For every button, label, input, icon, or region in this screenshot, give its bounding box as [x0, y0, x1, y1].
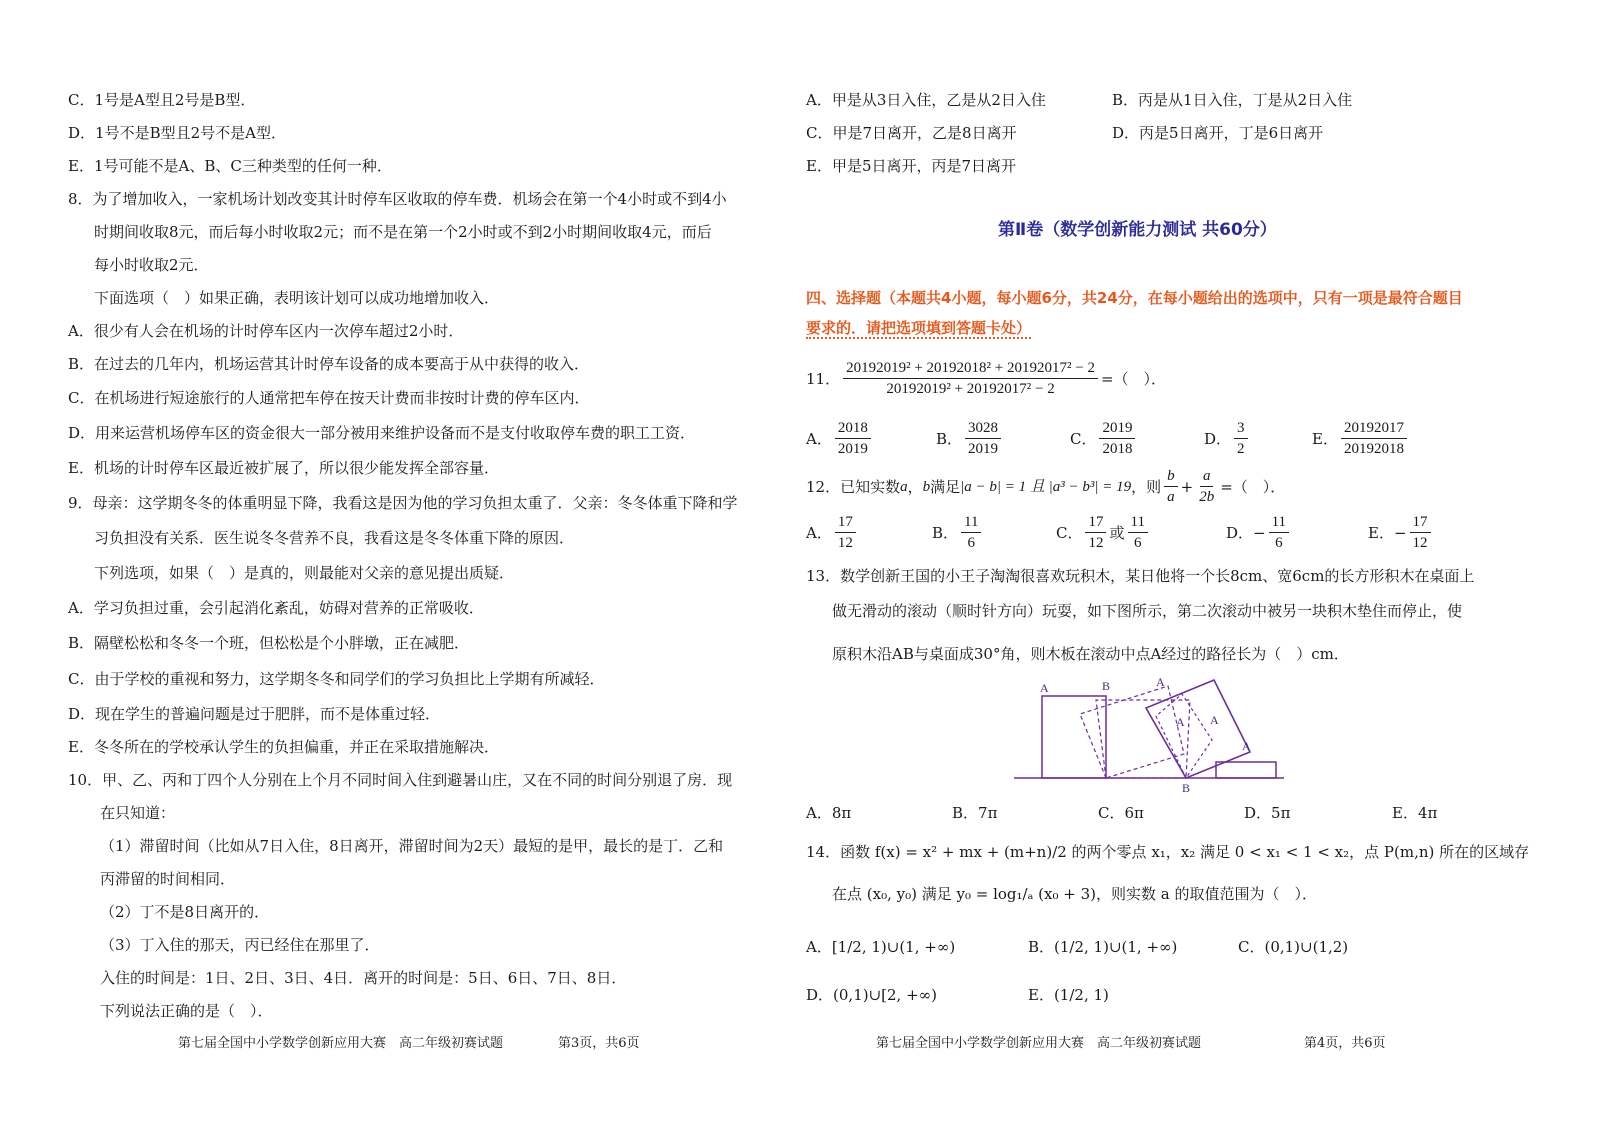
label-a-1: A — [1040, 681, 1049, 695]
q10-option-a: A．甲是从3日入住，乙是从2日入住 — [806, 91, 1046, 109]
q12-f1-num: b — [1164, 466, 1178, 487]
q12-tail: =（ ）． — [1220, 477, 1286, 496]
q12-option-c-letter: C． — [1056, 524, 1083, 542]
q11-option-b — [936, 418, 1004, 459]
q11-label: 11． — [806, 369, 841, 388]
q10-cond-2: （2）丁不是8日离开的． — [100, 903, 270, 921]
q8-line-2: 时期间收取8元，而后每小时收取2元；而不是在第一个2小时或不到2小时期间收取4元，而后 — [94, 223, 712, 241]
q11-option-e — [1312, 418, 1410, 459]
q12-option-c-or: 或 — [1109, 524, 1125, 542]
q9-line-1: 9．母亲：这学期冬冬的体重明显下降，我看这是因为他的学习负担太重了．父亲：冬冬体重下降和学 — [68, 494, 738, 512]
q14-option-c: C．(0,1)∪(1,2) — [1238, 938, 1349, 956]
q12-option-c — [1056, 512, 1151, 553]
q11-option-a — [806, 418, 874, 459]
q11-option-d-den: 2 — [1237, 441, 1245, 457]
q9-option-c: C．由于学校的重视和努力，这学期冬冬和同学们的学习负担比上学期有所减轻． — [68, 670, 605, 688]
label-b-1: B — [1102, 679, 1111, 693]
q14-line-1: 14．函数 f(x) = x² + mx + (m+n)/2 的两个零点 x₁，x₂ 满足 0 < x₁ < 1 < x₂，点 P(m,n) 所在的区域存 — [806, 843, 1530, 861]
q10-line-2: 在只知道： — [100, 804, 176, 822]
q12-option-e-den: 12 — [1412, 535, 1428, 551]
q11-option-b-den: 2019 — [968, 441, 999, 457]
q8-option-a: A．很少有人会在机场的计时停车区内一次停车超过2小时． — [68, 322, 464, 340]
q13-option-e: E．4π — [1392, 804, 1438, 822]
q12-option-e-num: 17 — [1410, 512, 1431, 533]
q12-option-b-letter: B． — [932, 524, 959, 542]
q11-option-d-letter: D． — [1204, 430, 1232, 448]
q12-option-a — [806, 512, 859, 553]
q13-option-d: D．5π — [1244, 804, 1291, 822]
q12-option-d-letter: D． — [1226, 524, 1254, 542]
section-head-2-text: 要求的．请把选项填到答题卡处） — [806, 319, 1032, 337]
label-a-4: A — [1210, 713, 1219, 727]
q11-option-a-num: 2018 — [835, 418, 871, 439]
q14-option-a: A．[1/2, 1)∪(1, +∞) — [806, 938, 956, 956]
q11-option-e-letter: E． — [1312, 430, 1338, 448]
q7-option-e: E．1号可能不是A、B、C三种类型的任何一种． — [68, 157, 392, 175]
q12-option-e — [1368, 512, 1434, 553]
q9-option-b: B．隔壁松松和冬冬一个班，但松松是个小胖墩，正在减肥． — [68, 634, 470, 652]
q12-var-a: a — [900, 478, 908, 495]
right-footer-page: 第4页，共6页 — [1304, 1036, 1386, 1051]
q13-option-a: A．8π — [806, 804, 852, 822]
q12-option-d-num: 11 — [1269, 512, 1289, 533]
q10-option-b: B．丙是从1日入住，丁是从2日入住 — [1112, 91, 1353, 109]
q10-option-e: E．甲是5日离开，丙是7日离开 — [806, 157, 1017, 175]
q11-denominator: 20192019² + 20192017² − 2 — [886, 381, 1055, 397]
q9-line-2: 习负担没有关系．医生说冬冬营养不良，我看这是冬冬体重下降的原因． — [94, 529, 575, 547]
q12-option-c-num2: 11 — [1128, 512, 1148, 533]
q10-prompt: 下列说法正确的是（ ）． — [100, 1002, 273, 1020]
q8-option-e: E．机场的计时停车区最近被扩展了，所以很少能发挥全部容量． — [68, 459, 499, 477]
q10-times: 入住的时间是：1日、2日、3日、4日．离开的时间是：5日、6日、7日、8日． — [100, 969, 627, 987]
q10-cond-1a: （1）滞留时间（比如从7日入住，8日离开，滞留时间为2天）最短的是甲，最长的是丁．乙和 — [100, 837, 724, 855]
q9-prompt: 下列选项，如果（ ）是真的，则最能对父亲的意见提出质疑． — [94, 564, 515, 582]
q8-option-c: C．在机场进行短途旅行的人通常把车停在按天计费而非按时计费的停车区内． — [68, 389, 590, 407]
q12-text-b: 满足 — [930, 477, 961, 496]
q7-option-c: C．1号是A型且2号是B型． — [68, 91, 256, 109]
q12-plus: + — [1180, 477, 1194, 496]
q9-option-d: D．现在学生的普遍问题是过于肥胖，而不是体重过轻． — [68, 705, 441, 723]
q12-text-a: 12．已知实数 — [806, 477, 901, 496]
q11-option-c-num: 2019 — [1099, 418, 1135, 439]
q10-option-d: D．丙是5日离开，丁是6日离开 — [1112, 124, 1324, 142]
q10-line-1: 10．甲、乙、丙和丁四个人分别在上个月不同时间入住到避暑山庄，又在不同的时间分别退了房．现 — [68, 771, 733, 789]
q11-numerator: 20192019² + 20192018² + 20192017² − 2 — [843, 358, 1098, 379]
q11-option-b-letter: B． — [936, 430, 963, 448]
q12-option-c-num: 17 — [1085, 512, 1106, 533]
q12-option-e-sign: − — [1393, 523, 1407, 542]
q11-option-e-num: 20192017 — [1341, 418, 1407, 439]
q11-option-a-letter: A． — [806, 430, 832, 448]
q10-cond-3: （3）丁入住的那天，丙已经住在那里了． — [100, 936, 380, 954]
q13-option-b: B．7π — [952, 804, 998, 822]
q11-option-b-num: 3028 — [965, 418, 1001, 439]
support-block — [1216, 762, 1276, 778]
q13-option-c: C．6π — [1098, 804, 1144, 822]
q12-option-a-den: 12 — [837, 535, 853, 551]
q8-prompt: 下面选项（ ）如果正确，表明该计划可以成功地增加收入． — [94, 289, 500, 307]
q12-option-e-letter: E． — [1368, 524, 1394, 542]
q12-option-a-num: 17 — [835, 512, 856, 533]
q12-option-c-den2: 6 — [1133, 535, 1142, 551]
q12-option-b-den: 6 — [967, 535, 975, 551]
label-a-3: A — [1176, 715, 1185, 729]
q12-option-d-sign: − — [1253, 523, 1266, 542]
q7-option-d: D．1号不是B型且2号不是A型． — [68, 124, 286, 142]
left-footer-page: 第3页，共6页 — [558, 1036, 640, 1051]
q8-line-1: 8．为了增加收入，一家机场计划改变其计时停车区收取的停车费．机场会在第一个4小时或不到4小 — [68, 190, 727, 208]
q11-option-d-num: 3 — [1234, 418, 1248, 439]
label-a-2: A — [1156, 675, 1165, 689]
q10-cond-1b: 丙滞留的时间相同． — [100, 870, 236, 888]
q12-option-d-den: 6 — [1275, 535, 1283, 551]
q12-condition: |a − b| = 1 且 |a³ − b³| = 19 — [960, 478, 1132, 495]
section-head-1: 四、选择题（本题共4小题，每小题6分，共24分，在每小题给出的选项中，只有一项是最符合题目 — [806, 289, 1463, 307]
left-footer-title: 第七届全国中小学数学创新应用大赛 高二年级初赛试题 — [178, 1036, 504, 1051]
q14-line-2: 在点 (x₀, y₀) 满足 y₀ = log₁/ₐ (x₀ + 3)，则实数 a 的取值范围为（ ）． — [832, 885, 1317, 903]
q13-line-3: 原积木沿AB与桌面成30°角，则木板在滚动中点A经过的路径长为（ ）cm． — [832, 645, 1349, 663]
q11-option-c-den: 2018 — [1102, 441, 1133, 457]
q14-option-d: D．(0,1)∪[2, +∞) — [806, 986, 938, 1004]
q12-f2-den: 2b — [1199, 489, 1215, 505]
rolling-block-figure — [1006, 674, 1306, 798]
q12-f2-num: a — [1200, 466, 1214, 487]
q8-option-b: B．在过去的几年内，机场运营其计时停车设备的成本要高于从中获得的收入． — [68, 355, 590, 373]
q12-option-d — [1226, 512, 1292, 553]
section-head-2 — [806, 318, 1031, 338]
section-title: 第Ⅱ卷（数学创新能力测试 共60分） — [998, 220, 1277, 240]
q11-option-c-letter: C． — [1070, 430, 1097, 448]
q11-tail: =（ ）． — [1100, 369, 1167, 388]
q9-option-e: E．冬冬所在的学校承认学生的负担偏重，并正在采取措施解决． — [68, 738, 499, 756]
block-final — [1146, 680, 1250, 778]
q12-option-a-letter: A． — [806, 524, 832, 542]
q13-line-2: 做无滑动的滚动（顺时针方向）玩耍，如下图所示，第二次滚动中被另一块积木垫住而停止，使 — [832, 602, 1463, 620]
block-rotating-3 — [1156, 694, 1212, 778]
q11-option-c — [1070, 418, 1138, 459]
q11-stem — [806, 358, 1166, 399]
right-footer-title: 第七届全国中小学数学创新应用大赛 高二年级初赛试题 — [876, 1036, 1202, 1051]
q11-option-a-den: 2019 — [837, 441, 868, 457]
q8-line-3: 每小时收取2元． — [94, 256, 209, 274]
q13-line-1: 13．数学创新王国的小王子淘淘很喜欢玩积木，某日他将一个长8cm、宽6cm的长方形积木在桌面上 — [806, 567, 1475, 585]
label-a-5: A — [1242, 739, 1251, 753]
label-b-2: B — [1182, 781, 1191, 795]
q12-option-b — [932, 512, 984, 553]
q14-option-b: B．(1/2, 1)∪(1, +∞) — [1028, 938, 1178, 956]
q12-stem: 12．已知实数 a ， b 满足 |a − b| = 1 且 |a³ − b³| = 19 ，则 $\frac{b}{a}$ + $\frac{a}{2b}$ =（ ）． — [806, 468, 1286, 505]
q12-var-b: b — [922, 478, 931, 495]
q14-option-e: E．(1/2, 1) — [1028, 986, 1109, 1004]
q11-option-e-den: 20192018 — [1343, 441, 1404, 457]
q8-option-d: D．用来运营机场停车区的资金很大一部分被用来维护设备而不是支付收取停车费的职工工资． — [68, 424, 696, 442]
q10-option-c: C．甲是7日离开，乙是8日离开 — [806, 124, 1017, 142]
q12-text-c: ，则 — [1131, 477, 1162, 496]
q9-option-a: A．学习负担过重，会引起消化紊乱，妨碍对营养的正常吸收． — [68, 599, 484, 617]
q12-f1-den: a — [1167, 489, 1175, 505]
q11-option-d — [1204, 418, 1251, 459]
q12-option-c-den: 12 — [1088, 535, 1104, 551]
q11-fraction — [843, 358, 1098, 399]
q12-option-b-num: 11 — [961, 512, 981, 533]
